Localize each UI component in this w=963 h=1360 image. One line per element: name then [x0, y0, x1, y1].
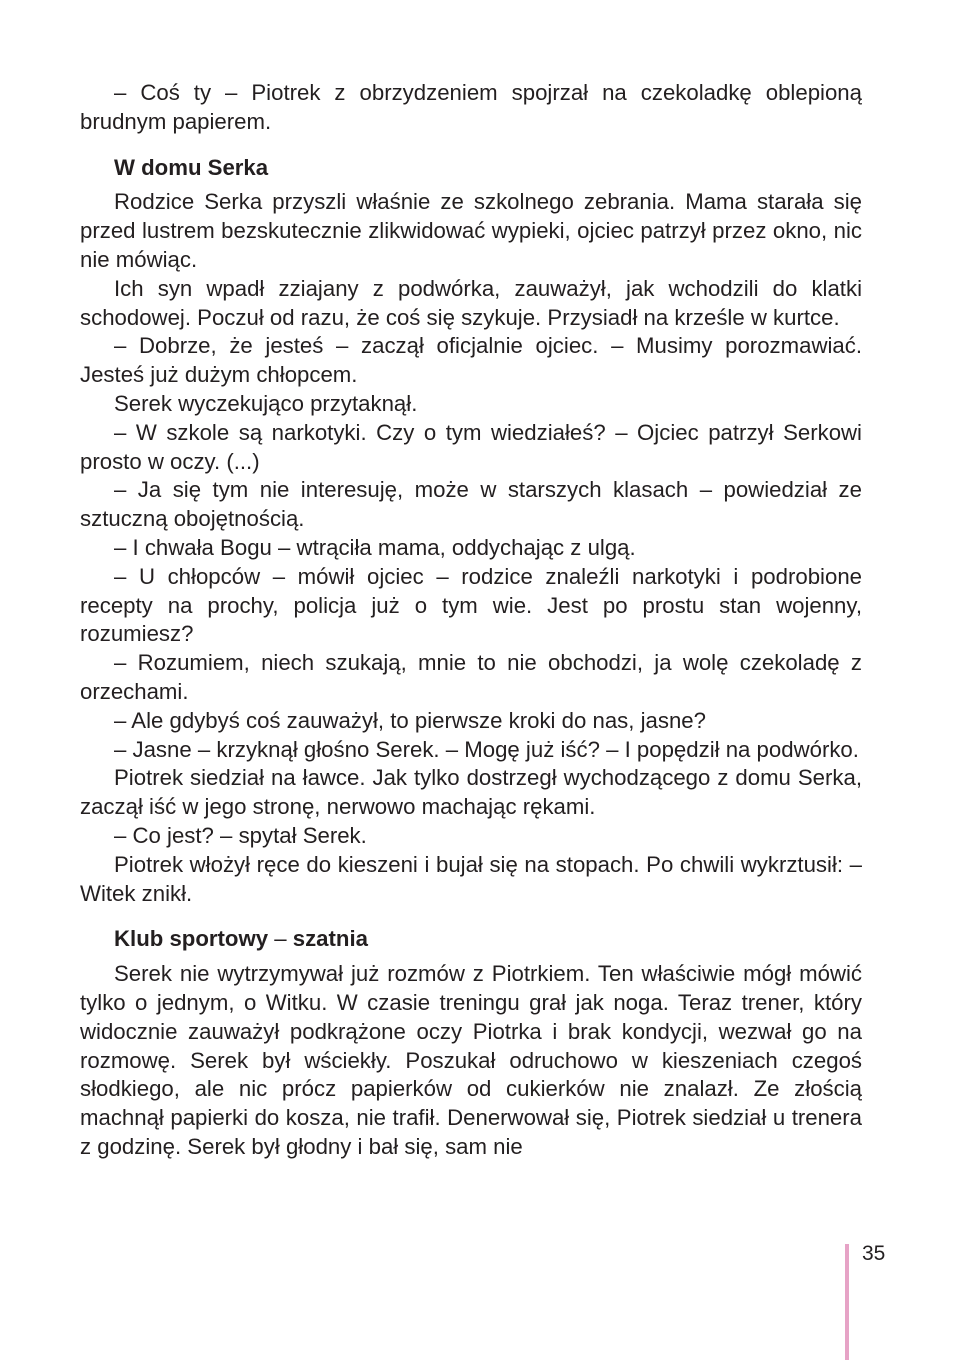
paragraph: – W szkole są narkotyki. Czy o tym wiedziałeś? – Ojciec patrzył Serkowi prosto w oczy. (...)	[80, 419, 862, 474]
paragraph: Piotrek włożył ręce do kieszeni i bujał się na stopach. Po chwili wykrztusił: – Witek znikł.	[80, 851, 862, 906]
paragraph: Rodzice Serka przyszli właśnie ze szkolnego zebrania. Mama starała się przed lustrem bezskutecznie zlikwidować wypieki, ojciec patrzył przez okno, nic nie mówiąc.	[80, 189, 862, 272]
paragraph: Serek wyczekująco przytaknął.	[114, 390, 418, 416]
paragraph: – Jasne – krzyknął głośno Serek. – Mogę już iść? – I popędził na podwórko.	[114, 736, 859, 762]
paragraph: – Dobrze, że jesteś – zaczął oficjalnie ojciec. – Musimy porozmawiać. Jesteś już dużym chłopcem.	[80, 333, 862, 388]
heading-part-1: Klub sportowy	[114, 926, 269, 952]
section-heading-w-domu-serka: W domu Serka	[114, 154, 269, 180]
page-text	[80, 79, 862, 1162]
page-accent-bar	[845, 1244, 849, 1360]
paragraph: – Rozumiem, niech szukają, mnie to nie obchodzi, ja wolę czekoladę z orzechami.	[80, 650, 862, 704]
page-number: 35	[862, 1242, 886, 1265]
paragraph: Ich syn wpadł zziajany z podwórka, zauważył, jak wchodzili do klatki schodowej. Poczuł od razu, że coś się szykuje. Przysiadł na krześle w kurtce.	[80, 275, 862, 330]
paragraph: – Coś ty – Piotrek z obrzydzeniem spojrzał na czekoladkę oblepioną brudnym papierem.	[80, 80, 862, 134]
heading-part-2: szatnia	[292, 926, 368, 952]
paragraph: Piotrek siedział na ławce. Jak tylko dostrzegł wychodzącego z domu Serka, zaczął iść w jego stronę, nerwowo machając rękami.	[80, 765, 862, 820]
paragraph: – Ja się tym nie interesuję, może w starszych klasach – powiedział ze sztuczną obojętnością.	[80, 477, 862, 532]
paragraph: – I chwała Bogu – wtrąciła mama, oddychając z ulgą.	[114, 534, 636, 560]
section-heading-klub-sportowy	[80, 925, 862, 954]
paragraph: – Co jest? – spytał Serek.	[114, 822, 367, 848]
paragraph: – U chłopców – mówił ojciec – rodzice znaleźli narkotyki i podrobione recepty na prochy, policja już o tym wie. Jest po prostu stan wojenny, rozumiesz?	[80, 563, 862, 647]
paragraph: – Ale gdybyś coś zauważył, to pierwsze kroki do nas, jasne?	[114, 707, 706, 733]
paragraph: Serek nie wytrzymywał już rozmów z Piotrkiem. Ten właściwie mógł mówić tylko o jednym, o Witku. W czasie treningu grał jak noga. Teraz trener, który widocznie zauważył podkrążone oczy Piotrka i brak kondycji, wezwał go na rozmowę. Serek był wściekły. Poszukał odruchowo w kieszeniach czegoś słodkiego, ale nic prócz papierków od cukierków nie znalazł. Ze złością machnął papierki do kosza, nie trafił. Denerwował się, Piotrek siedział u trenera z godzinę. Serek był głodny i bał się, sam nie	[80, 961, 862, 1159]
heading-dash: –	[268, 926, 293, 952]
